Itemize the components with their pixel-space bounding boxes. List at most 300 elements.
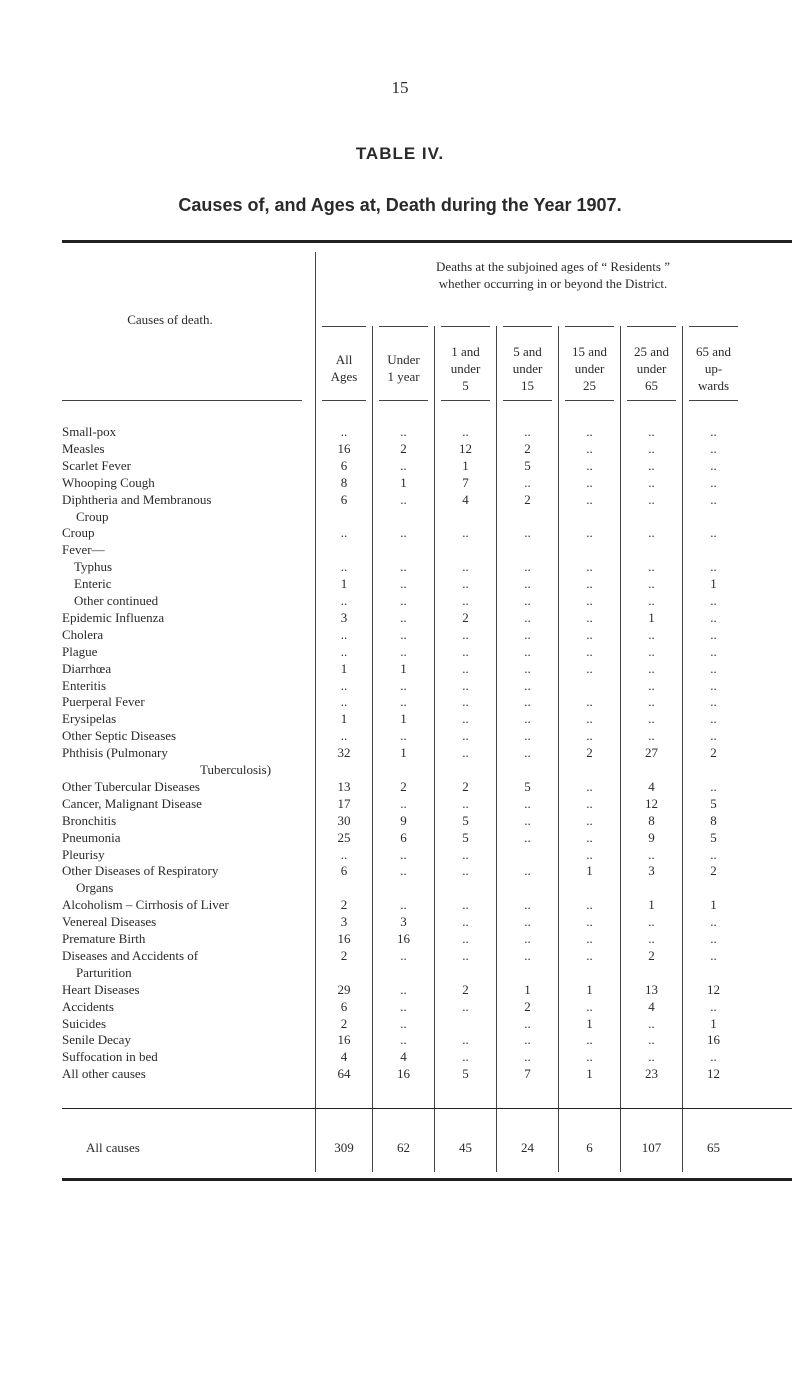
table-row bbox=[62, 728, 792, 745]
cell-value: 16 bbox=[707, 1032, 720, 1048]
row-label: Other Septic Diseases bbox=[62, 728, 177, 744]
cell-value: 6 bbox=[340, 863, 348, 879]
cell-value: 1 bbox=[340, 711, 348, 727]
row-label: Measles bbox=[62, 440, 105, 456]
cell-value: .. bbox=[648, 457, 655, 473]
column-header-line: up- bbox=[704, 361, 723, 376]
cell-value: .. bbox=[524, 1049, 531, 1065]
row-label: Suicides bbox=[62, 1015, 107, 1031]
column-header-line: wards bbox=[697, 378, 730, 393]
cell-value: 4 bbox=[648, 778, 655, 794]
cell-value: .. bbox=[710, 424, 717, 439]
cell-value: 12 bbox=[707, 1066, 720, 1082]
total-rule-top bbox=[62, 1108, 792, 1109]
cell-value: .. bbox=[586, 457, 593, 473]
cell-value: 2 bbox=[340, 947, 348, 963]
cell-value: 2 bbox=[586, 745, 593, 761]
column-header-top-rule bbox=[627, 326, 676, 327]
row-label: Venereal Diseases bbox=[62, 914, 157, 930]
column-header-line: 15 bbox=[521, 378, 534, 393]
cell-value: .. bbox=[710, 778, 717, 794]
row-label: Croup bbox=[62, 525, 95, 541]
cell-value: .. bbox=[710, 593, 717, 608]
cell-value: .. bbox=[710, 711, 717, 727]
cell-value: .. bbox=[524, 829, 531, 845]
cell-value: .. bbox=[462, 795, 469, 811]
cell-value: 1 bbox=[400, 745, 407, 761]
cell-value: 4 bbox=[462, 491, 469, 507]
total-label: All causes bbox=[86, 1140, 140, 1155]
table-row bbox=[62, 593, 792, 610]
cell-value: .. bbox=[400, 694, 407, 710]
column-header-line: Ages bbox=[330, 369, 358, 384]
cell-value: .. bbox=[586, 576, 593, 592]
total-value: 65 bbox=[707, 1140, 720, 1155]
cell-value: .. bbox=[340, 846, 348, 862]
row-label: Diphtheria and Membranous bbox=[62, 491, 212, 507]
column-header-top-rule bbox=[689, 326, 738, 327]
cell-value: .. bbox=[586, 424, 593, 439]
cell-value: 1 bbox=[400, 474, 407, 490]
cell-value: .. bbox=[462, 643, 469, 659]
cell-value: 16 bbox=[337, 440, 351, 456]
cell-value: .. bbox=[462, 931, 469, 946]
cell-value: 3 bbox=[340, 609, 348, 625]
row-label: Whooping Cough bbox=[62, 474, 155, 490]
cell-value: 3 bbox=[400, 914, 407, 930]
table-row bbox=[62, 897, 792, 914]
cell-value: 1 bbox=[710, 897, 717, 913]
cell-value: .. bbox=[648, 1032, 655, 1048]
cell-value: .. bbox=[524, 728, 531, 744]
table-row bbox=[62, 458, 792, 475]
cell-value: .. bbox=[586, 525, 593, 541]
cell-value: 4 bbox=[648, 998, 655, 1014]
cell-value: 7 bbox=[524, 1066, 531, 1082]
cell-value: .. bbox=[648, 576, 655, 592]
cell-value: .. bbox=[586, 897, 593, 913]
cell-value: 23 bbox=[645, 1066, 658, 1082]
cell-value: .. bbox=[462, 677, 469, 693]
cell-value: .. bbox=[400, 491, 407, 507]
table-row bbox=[62, 914, 792, 931]
row-label: Other continued bbox=[74, 593, 159, 608]
cell-value: 1 bbox=[340, 660, 348, 676]
cell-value: 16 bbox=[397, 931, 410, 946]
cell-value: .. bbox=[710, 525, 717, 541]
cell-value: .. bbox=[648, 694, 655, 710]
causes-header-bottom-rule bbox=[62, 400, 302, 401]
column-header-line: under bbox=[512, 361, 543, 376]
table-row bbox=[62, 931, 792, 948]
top-rule bbox=[62, 240, 792, 243]
total-value: 45 bbox=[459, 1140, 472, 1155]
cell-value: 2 bbox=[462, 778, 469, 794]
cell-value: 9 bbox=[400, 812, 407, 828]
cell-value: .. bbox=[524, 745, 531, 761]
cell-value: .. bbox=[710, 914, 717, 930]
cell-value: 1 bbox=[710, 1015, 717, 1031]
total-value: 6 bbox=[586, 1140, 593, 1155]
row-label: Accidents bbox=[62, 998, 114, 1014]
row-label: Other Diseases of Respiratory bbox=[62, 863, 219, 879]
table-row bbox=[62, 694, 792, 711]
cell-value: 64 bbox=[337, 1066, 351, 1082]
cell-value: .. bbox=[710, 677, 717, 693]
cell-value: .. bbox=[462, 559, 469, 575]
cell-value: 8 bbox=[710, 812, 717, 828]
column-header-1 bbox=[373, 351, 434, 385]
cell-value: .. bbox=[586, 559, 593, 575]
column-header-line: under bbox=[450, 361, 481, 376]
cell-value: 13 bbox=[645, 981, 658, 997]
cell-value: .. bbox=[586, 609, 593, 625]
table-row bbox=[62, 441, 792, 458]
cell-value: .. bbox=[462, 525, 469, 541]
cell-value: .. bbox=[462, 846, 469, 862]
row-label-continuation: Tuberculosis) bbox=[200, 762, 272, 777]
cell-value: .. bbox=[648, 1049, 655, 1065]
cell-value: .. bbox=[710, 931, 717, 946]
cell-value: .. bbox=[586, 947, 593, 963]
cell-value: .. bbox=[462, 711, 469, 727]
cell-value: .. bbox=[524, 795, 531, 811]
cell-value: .. bbox=[340, 643, 348, 659]
row-label-continuation: Parturition bbox=[76, 964, 132, 980]
row-label: Alcoholism – Cirrhosis of Liver bbox=[62, 897, 229, 913]
column-header-top-rule bbox=[322, 326, 366, 327]
column-header-line: 5 bbox=[462, 378, 469, 393]
cell-value: 1 bbox=[648, 609, 655, 625]
cell-value: .. bbox=[340, 525, 348, 541]
cell-value: .. bbox=[462, 863, 469, 879]
cell-value: .. bbox=[462, 694, 469, 710]
cell-value: .. bbox=[648, 525, 655, 541]
cell-value: .. bbox=[648, 660, 655, 676]
cell-value: 5 bbox=[462, 812, 469, 828]
column-header-line: Under bbox=[387, 352, 420, 367]
cell-value: .. bbox=[340, 626, 348, 642]
total-value: 309 bbox=[334, 1140, 354, 1155]
row-label: Enteritis bbox=[62, 677, 107, 693]
cell-value: .. bbox=[400, 559, 407, 575]
cell-value: .. bbox=[524, 1032, 531, 1048]
cell-value: 4 bbox=[340, 1049, 348, 1065]
cell-value: .. bbox=[586, 694, 593, 710]
cell-value: 2 bbox=[462, 981, 469, 997]
cell-value: .. bbox=[710, 440, 717, 456]
cell-value: .. bbox=[586, 711, 593, 727]
column-header-4 bbox=[559, 343, 620, 394]
cell-value: 2 bbox=[648, 947, 655, 963]
row-label: Cholera bbox=[62, 626, 104, 642]
cell-value: .. bbox=[586, 728, 593, 744]
cell-value: 1 bbox=[586, 863, 593, 879]
cell-value: .. bbox=[586, 1032, 593, 1048]
row-label: Scarlet Fever bbox=[62, 457, 131, 473]
cell-value: .. bbox=[400, 576, 407, 592]
cell-value: .. bbox=[524, 947, 531, 963]
cell-value: .. bbox=[524, 559, 531, 575]
cell-value: .. bbox=[524, 424, 531, 439]
table-row bbox=[62, 525, 792, 542]
cell-value: .. bbox=[340, 593, 348, 608]
table-caption: Causes of, and Ages at, Death during the Year 1907. bbox=[178, 195, 622, 215]
cell-value: .. bbox=[710, 947, 717, 963]
cell-value: .. bbox=[586, 795, 593, 811]
cell-value: 2 bbox=[524, 491, 531, 507]
column-header-line: under bbox=[574, 361, 605, 376]
cell-value: .. bbox=[462, 593, 469, 608]
causes-column-header: Causes of death. bbox=[127, 312, 213, 327]
table-row bbox=[62, 982, 792, 999]
cell-value: .. bbox=[710, 474, 717, 490]
column-header-3 bbox=[497, 343, 558, 394]
cell-value: .. bbox=[524, 643, 531, 659]
column-header-6 bbox=[683, 343, 744, 394]
cell-value: .. bbox=[648, 1015, 655, 1031]
row-label: Small-pox bbox=[62, 424, 117, 439]
cell-value: .. bbox=[710, 660, 717, 676]
cell-value: 1 bbox=[524, 981, 531, 997]
table-row bbox=[62, 492, 792, 509]
cell-value: 5 bbox=[524, 778, 531, 794]
cell-value: 1 bbox=[340, 576, 348, 592]
cell-value: .. bbox=[524, 626, 531, 642]
row-label: Diarrhœa bbox=[62, 660, 112, 676]
row-label: Cancer, Malignant Disease bbox=[62, 795, 202, 811]
cell-value: .. bbox=[710, 643, 717, 659]
row-label: Plague bbox=[62, 643, 98, 659]
table-row bbox=[62, 559, 792, 576]
cell-value: 16 bbox=[337, 931, 351, 946]
cell-value: .. bbox=[400, 626, 407, 642]
cell-value: 25 bbox=[337, 829, 351, 845]
cell-value: 7 bbox=[462, 474, 469, 490]
column-header-bottom-rule bbox=[565, 400, 614, 401]
cell-value: 2 bbox=[400, 440, 407, 456]
cell-value: 32 bbox=[337, 745, 351, 761]
column-header-line: 25 and bbox=[633, 344, 670, 359]
cell-value: 1 bbox=[586, 981, 593, 997]
cell-value: .. bbox=[710, 998, 717, 1014]
cell-value: .. bbox=[648, 593, 655, 608]
total-value: 24 bbox=[521, 1140, 534, 1155]
cell-value: .. bbox=[400, 457, 407, 473]
column-header-line: 5 and bbox=[513, 344, 542, 359]
cell-value: .. bbox=[400, 947, 407, 963]
cell-value: .. bbox=[710, 559, 717, 575]
cell-value: .. bbox=[524, 897, 531, 913]
cell-value: 5 bbox=[462, 829, 469, 845]
cell-value: .. bbox=[524, 576, 531, 592]
cell-value: .. bbox=[586, 626, 593, 642]
cell-value: 2 bbox=[340, 1015, 348, 1031]
cell-value: .. bbox=[524, 474, 531, 490]
cell-value: .. bbox=[710, 1049, 717, 1065]
cell-value: .. bbox=[648, 846, 655, 862]
table-row bbox=[62, 576, 792, 593]
cell-value: 6 bbox=[340, 491, 348, 507]
column-header-line: 25 bbox=[583, 378, 596, 393]
deaths-header-line2: whether occurring in or beyond the District. bbox=[438, 276, 668, 291]
cell-value: 17 bbox=[337, 795, 351, 811]
table-row bbox=[62, 1049, 792, 1066]
column-header-bottom-rule bbox=[503, 400, 552, 401]
cell-value: .. bbox=[400, 1015, 407, 1031]
cell-value: .. bbox=[648, 559, 655, 575]
cell-value: .. bbox=[586, 914, 593, 930]
cell-value: .. bbox=[400, 981, 407, 997]
cell-value: 1 bbox=[586, 1066, 593, 1082]
table-row bbox=[62, 1016, 792, 1033]
table-row bbox=[62, 863, 792, 880]
cell-value: 2 bbox=[710, 863, 717, 879]
cell-value: 29 bbox=[337, 981, 351, 997]
table-title: TABLE IV. bbox=[355, 144, 445, 163]
cell-value: .. bbox=[462, 576, 469, 592]
cell-value: .. bbox=[400, 609, 407, 625]
cell-value: 5 bbox=[462, 1066, 469, 1082]
cell-value: .. bbox=[710, 491, 717, 507]
cell-value: 1 bbox=[710, 576, 717, 592]
column-header-bottom-rule bbox=[441, 400, 490, 401]
cell-value: 12 bbox=[707, 981, 720, 997]
cell-value: .. bbox=[400, 677, 407, 693]
row-label: Heart Diseases bbox=[62, 981, 140, 997]
cell-value: .. bbox=[586, 491, 593, 507]
cell-value: .. bbox=[586, 998, 593, 1014]
table-row bbox=[62, 627, 792, 644]
cell-value: 12 bbox=[645, 795, 658, 811]
cell-value: .. bbox=[340, 559, 348, 575]
deaths-header-line1: Deaths at the subjoined ages of “ Residents ” bbox=[436, 259, 670, 274]
cell-value: .. bbox=[400, 897, 407, 913]
row-label: Pleurisy bbox=[62, 846, 105, 862]
cell-value: .. bbox=[400, 593, 407, 608]
page-number: 15 bbox=[391, 78, 409, 97]
row-label: Diseases and Accidents of bbox=[62, 947, 199, 963]
cell-value: .. bbox=[710, 626, 717, 642]
cell-value: 16 bbox=[337, 1032, 351, 1048]
cell-value: .. bbox=[400, 424, 407, 439]
cell-value: .. bbox=[648, 914, 655, 930]
table-row bbox=[62, 644, 792, 661]
row-label: Epidemic Influenza bbox=[62, 609, 165, 625]
cell-value: .. bbox=[586, 593, 593, 608]
cell-value: .. bbox=[648, 711, 655, 727]
cell-value: .. bbox=[648, 626, 655, 642]
cell-value: .. bbox=[400, 728, 407, 744]
cell-value: 1 bbox=[648, 897, 655, 913]
cell-value: .. bbox=[586, 474, 593, 490]
cell-value: 27 bbox=[645, 745, 658, 761]
bottom-rule bbox=[62, 1178, 792, 1181]
row-label: Phthisis (Pulmonary bbox=[62, 745, 168, 761]
table-row bbox=[62, 999, 792, 1016]
cell-value: .. bbox=[462, 660, 469, 676]
table-row bbox=[62, 948, 792, 965]
cell-value: 1 bbox=[400, 711, 407, 727]
cell-value: .. bbox=[524, 660, 531, 676]
cell-value: 16 bbox=[397, 1066, 410, 1082]
column-header-bottom-rule bbox=[322, 400, 366, 401]
cell-value: 1 bbox=[462, 457, 469, 473]
cell-value: .. bbox=[400, 525, 407, 541]
row-label: Erysipelas bbox=[62, 711, 117, 727]
cell-value: .. bbox=[524, 525, 531, 541]
cell-value: .. bbox=[340, 424, 348, 439]
cell-value: .. bbox=[586, 660, 593, 676]
cell-value: .. bbox=[648, 424, 655, 439]
table-row bbox=[62, 711, 792, 728]
cell-value: .. bbox=[524, 863, 531, 879]
cell-value: .. bbox=[462, 728, 469, 744]
cell-value: .. bbox=[524, 931, 531, 946]
table-row bbox=[62, 830, 792, 847]
cell-value: .. bbox=[710, 846, 717, 862]
deaths-header bbox=[318, 258, 788, 292]
cell-value: .. bbox=[400, 846, 407, 862]
cell-value: .. bbox=[648, 677, 655, 693]
cell-value: 3 bbox=[648, 863, 655, 879]
column-header-2 bbox=[435, 343, 496, 394]
cell-value: .. bbox=[648, 491, 655, 507]
cell-value: .. bbox=[648, 474, 655, 490]
cell-value: .. bbox=[524, 609, 531, 625]
column-header-line: 65 and bbox=[695, 344, 732, 359]
cell-value: .. bbox=[462, 897, 469, 913]
row-label: Puerperal Fever bbox=[62, 694, 145, 710]
cell-value: .. bbox=[462, 1049, 469, 1065]
cell-value: .. bbox=[710, 609, 717, 625]
column-header-line: All bbox=[335, 352, 353, 367]
cell-value: .. bbox=[462, 998, 469, 1014]
row-label: Pneumonia bbox=[62, 829, 121, 845]
cell-value: 8 bbox=[340, 474, 348, 490]
row-label: Other Tubercular Diseases bbox=[62, 778, 200, 794]
cell-value: .. bbox=[648, 643, 655, 659]
cell-value: .. bbox=[524, 1015, 531, 1031]
total-value: 107 bbox=[641, 1140, 662, 1155]
cell-value: .. bbox=[400, 998, 407, 1014]
cell-value: 6 bbox=[400, 829, 407, 845]
cell-value: 30 bbox=[337, 812, 351, 828]
cell-value: 4 bbox=[400, 1049, 407, 1065]
cell-value: .. bbox=[400, 1032, 407, 1048]
cell-value: .. bbox=[524, 711, 531, 727]
cell-value: 6 bbox=[340, 998, 348, 1014]
table-row bbox=[62, 424, 792, 441]
cell-value: .. bbox=[524, 914, 531, 930]
row-label: Senile Decay bbox=[62, 1032, 131, 1048]
cell-value: .. bbox=[586, 1049, 593, 1065]
row-label: Bronchitis bbox=[62, 812, 117, 828]
cell-value: 12 bbox=[459, 440, 472, 456]
cell-value: .. bbox=[400, 795, 407, 811]
cell-value: .. bbox=[524, 677, 531, 693]
cell-value: .. bbox=[648, 440, 655, 456]
column-header-top-rule bbox=[379, 326, 428, 327]
table-row bbox=[62, 796, 792, 813]
column-header-line: under bbox=[636, 361, 667, 376]
cell-value: .. bbox=[462, 1032, 469, 1048]
cell-value: 6 bbox=[340, 457, 348, 473]
total-value: 62 bbox=[397, 1140, 410, 1155]
cell-value: .. bbox=[462, 745, 469, 761]
cell-value: .. bbox=[340, 728, 348, 744]
table-row bbox=[62, 475, 792, 492]
